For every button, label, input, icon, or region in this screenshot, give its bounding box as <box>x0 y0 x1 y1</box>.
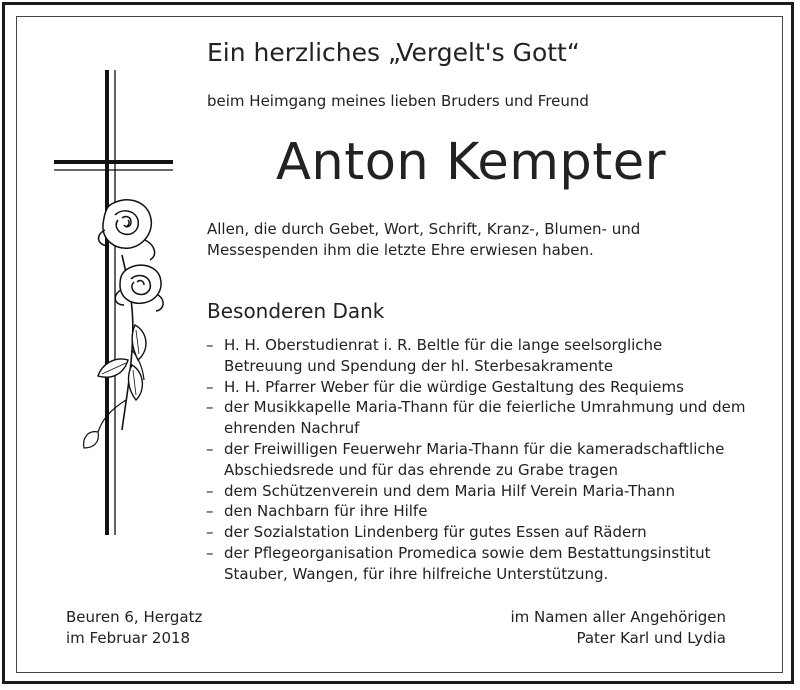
thanks-item-line: Abschiedsrede und für das ehrende zu Grabe tragen <box>224 460 618 479</box>
deceased-name: Anton Kempter <box>276 133 667 192</box>
thanks-item-line: der Sozialstation Lindenberg für gutes Essen auf Rädern <box>224 523 647 542</box>
intro-text: beim Heimgang meines lieben Bruders und Freund <box>207 92 589 110</box>
dash-bullet: – <box>206 439 214 458</box>
heading: Ein herzliches „Vergelt's Gott“ <box>207 38 580 67</box>
on-behalf-text: im Namen aller Angehörigen <box>510 608 726 626</box>
cross-with-roses-icon <box>40 60 180 540</box>
thanks-item <box>206 543 745 585</box>
thanks-item-line: Betreuung und Spendung der hl. Sterbesakramente <box>224 356 614 375</box>
signatories: Pater Karl und Lydia <box>576 629 726 647</box>
thanks-item-line: H. H. Pfarrer Weber für die würdige Gestaltung des Requiems <box>224 377 684 396</box>
thanks-item-line: der Freiwilligen Feuerwehr Maria-Thann für die kameradschaftliche <box>224 439 725 458</box>
thanks-item <box>206 439 745 481</box>
thanks-item-line: Stauber, Wangen, für ihre hilfreiche Unterstützung. <box>224 564 609 583</box>
thanks-item <box>206 522 745 543</box>
thanks-item-line: ehrenden Nachruf <box>224 419 360 438</box>
paragraph-line: Messespenden ihm die letzte Ehre erwiesen haben. <box>207 241 594 259</box>
thanks-heading: Besonderen Dank <box>207 299 385 323</box>
dash-bullet: – <box>206 502 214 521</box>
thanks-item <box>206 377 745 398</box>
gratitude-paragraph <box>207 219 640 261</box>
thanks-item <box>206 481 745 502</box>
dash-bullet: – <box>206 336 214 354</box>
thanks-item-line: der Pflegeorganisation Promedica sowie dem Bestattungsinstitut <box>224 543 711 562</box>
paragraph-line: Allen, die durch Gebet, Wort, Schrift, Kranz-, Blumen- und <box>207 220 641 238</box>
thanks-item-line: dem Schützenverein und dem Maria Hilf Verein Maria-Thann <box>224 481 675 500</box>
date: im Februar 2018 <box>66 629 191 647</box>
thanks-item <box>206 335 745 377</box>
dash-bullet: – <box>206 398 214 417</box>
thanks-item-line: den Nachbarn für ihre Hilfe <box>224 502 428 521</box>
dash-bullet: – <box>206 523 214 542</box>
dash-bullet: – <box>206 377 214 396</box>
dash-bullet: – <box>206 543 214 562</box>
thanks-item-line: H. H. Oberstudienrat i. R. Beltle für die lange seelsorgliche <box>224 336 663 354</box>
dash-bullet: – <box>206 481 214 500</box>
thanks-item <box>206 501 745 522</box>
thanks-item-line: der Musikkapelle Maria-Thann für die feierliche Umrahmung und dem <box>224 398 746 417</box>
thanks-item <box>206 397 745 439</box>
place: Beuren 6, Hergatz <box>66 608 203 626</box>
thanks-list <box>206 335 745 585</box>
